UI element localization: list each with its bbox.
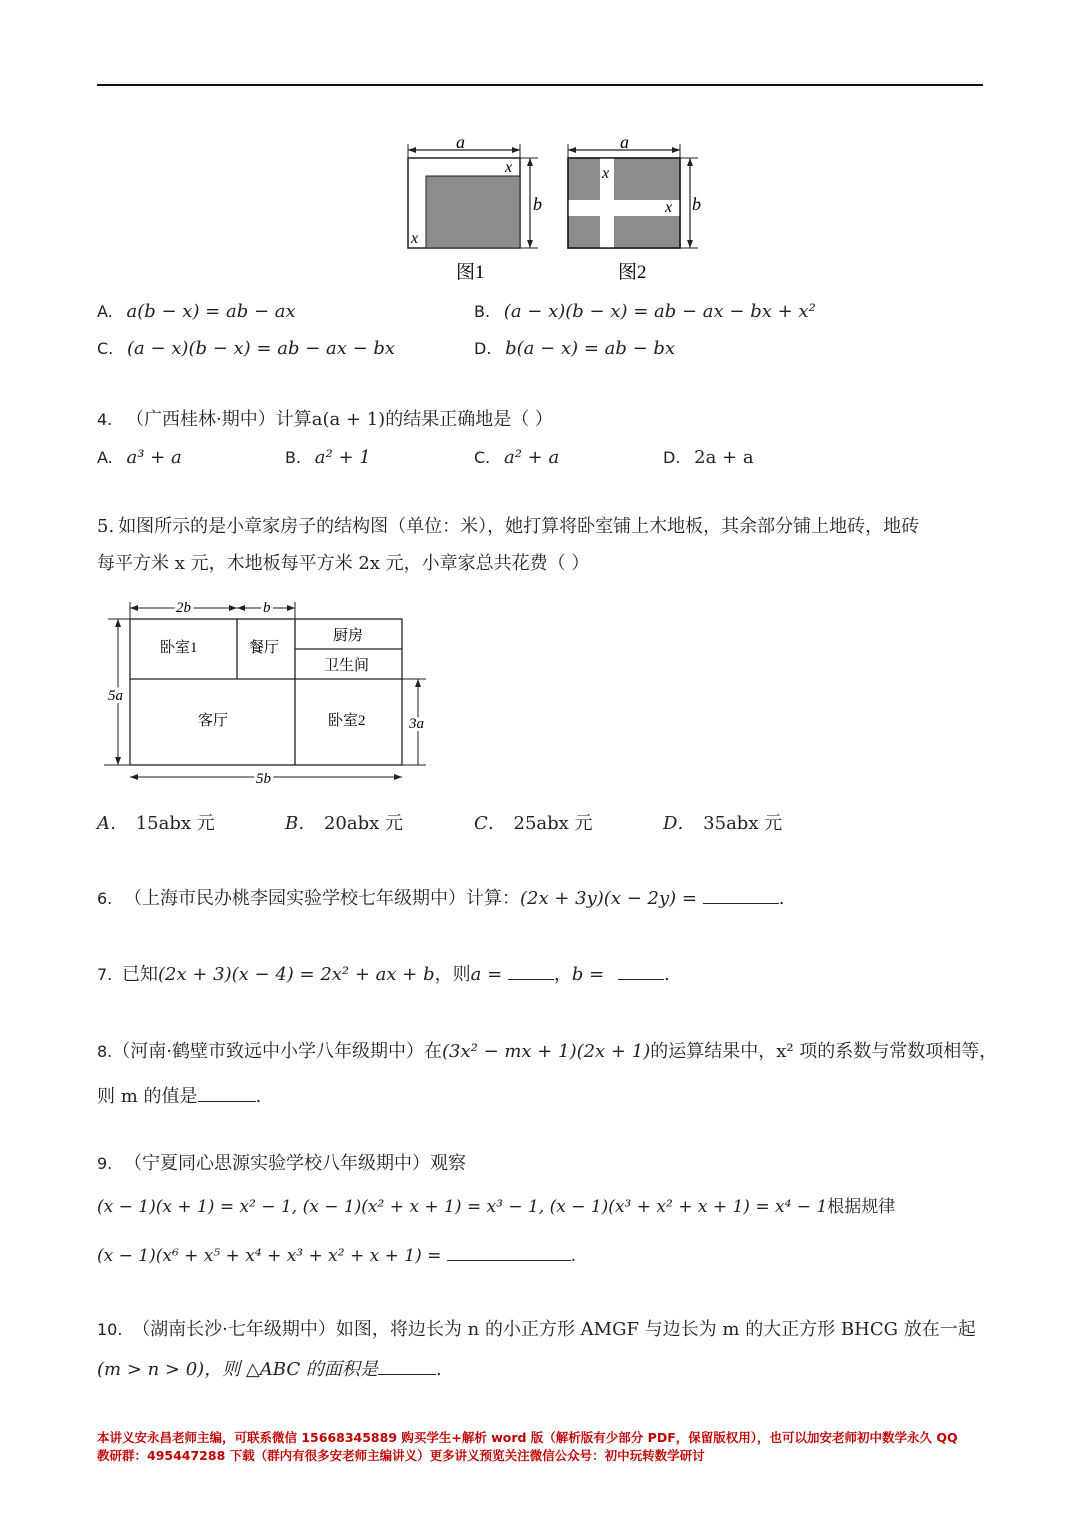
q5-option-a[interactable]: A． 15abx 元 xyxy=(97,813,215,834)
q9-pattern: (x − 1)(x + 1) = x² − 1, (x − 1)(x² + x + 1) = x³ − 1, (x − 1)(x³ + x² + x + 1) = x⁴ − 1根据规律 xyxy=(97,1197,896,1217)
q9-stem: 9. （宁夏同心思源实验学校八年级期中）观察 xyxy=(97,1153,466,1174)
header-rule xyxy=(97,84,983,86)
fig1-b-label: b xyxy=(533,194,542,214)
fig1-x-left: x xyxy=(411,230,419,247)
q3-figures xyxy=(400,130,710,290)
dim-5b: 5b xyxy=(256,771,271,787)
q5-stem-line2: 每平方米 x 元，木地板每平方米 2x 元，小章家总共花费（ ） xyxy=(97,553,590,574)
dim-3a: 3a xyxy=(409,716,424,732)
q6-answer-blank[interactable] xyxy=(703,885,779,904)
q4-stem: 4. （广西桂林·期中）计算a(a + 1)的结果正确地是（ ） xyxy=(97,409,553,430)
q7-a-blank[interactable] xyxy=(508,961,554,980)
q9-question: (x − 1)(x⁶ + x⁵ + x⁴ + x³ + x² + x + 1) = . xyxy=(97,1242,576,1268)
q8-answer-blank[interactable] xyxy=(198,1083,256,1102)
q3-option-c[interactable]: C. (a − x)(b − x) = ab − ax − bx xyxy=(97,338,396,359)
q4-option-c[interactable]: C. a² + a xyxy=(474,447,560,468)
q5-stem-line1: 5. 如图所示的是小章家房子的结构图（单位：米），她打算将卧室铺上木地板，其余部分铺上地砖，地砖 xyxy=(97,516,920,537)
fig2-b-label: b xyxy=(692,194,701,214)
room-living: 客厅 xyxy=(198,713,229,729)
q4-option-b[interactable]: B. a² + 1 xyxy=(285,447,371,468)
figure-2 xyxy=(568,132,701,283)
q5-option-d[interactable]: D． 35abx 元 xyxy=(663,813,783,834)
q7-stem: 7. 已知(2x + 3)(x − 4) = 2x² + ax + b，则a = ，b = . xyxy=(97,961,670,987)
q10-stem-line2: (m > n > 0)，则 △ABC 的面积是 . xyxy=(97,1356,442,1382)
q5-floor-plan xyxy=(100,596,435,791)
fig2-x-right: x xyxy=(665,199,673,216)
q3-option-d[interactable]: D. b(a − x) = ab − bx xyxy=(474,338,676,359)
q5-option-c[interactable]: C． 25abx 元 xyxy=(474,813,593,834)
fig1-caption: 图1 xyxy=(456,262,485,283)
figure-1 xyxy=(408,132,542,283)
q8-stem-line1: 8.（河南·鹤壁市致远中小学八年级期中）在(3x² − mx + 1)(2x + 1)的运算结果中，x² 项的系数与常数项相等， xyxy=(97,1041,998,1062)
room-kitchen: 厨房 xyxy=(333,628,364,644)
q3-option-b[interactable]: B. (a − x)(b − x) = ab − ax − bx + x² xyxy=(474,301,816,322)
dim-b: b xyxy=(263,600,271,616)
fig2-a-label: a xyxy=(620,132,629,152)
q10-stem-line1: 10. （湖南长沙·七年级期中）如图，将边长为 n 的小正方形 AMGF 与边长为 m 的大正方形 BHCG 放在一起 xyxy=(97,1319,976,1340)
room-bedroom1: 卧室1 xyxy=(160,640,198,656)
q3-option-a[interactable]: A. a(b − x) = ab − ax xyxy=(97,301,296,322)
q4-option-d[interactable]: D. 2a + a xyxy=(663,447,754,468)
room-bathroom: 卫生间 xyxy=(324,658,370,674)
q6-stem: 6. （上海市民办桃李园实验学校七年级期中）计算：(2x + 3y)(x − 2y) = . xyxy=(97,885,784,911)
q8-stem-line2: 则 m 的值是 . xyxy=(97,1083,261,1109)
dim-2b: 2b xyxy=(176,600,191,616)
room-dining: 餐厅 xyxy=(249,640,280,656)
q10-answer-blank[interactable] xyxy=(378,1356,436,1375)
footer-line2: 教研群：495447288 下载（群内有很多安老师主编讲义）更多讲义预览关注微信公众号：初中玩转数学研讨 xyxy=(97,1448,705,1463)
q4-option-a[interactable]: A. a³ + a xyxy=(97,447,182,468)
q7-b-blank[interactable] xyxy=(618,961,664,980)
room-bedroom2: 卧室2 xyxy=(328,713,366,729)
fig1-a-label: a xyxy=(456,132,465,152)
q5-option-b[interactable]: B． 20abx 元 xyxy=(285,813,403,834)
fig1-x-top: x xyxy=(505,159,513,176)
fig2-x-top: x xyxy=(602,165,610,182)
fig2-caption: 图2 xyxy=(618,262,647,283)
dim-5a: 5a xyxy=(108,688,123,704)
footer-line1: 本讲义安永昌老师主编，可联系微信 15668345889 购买学生+解析 word 版（解析版有少部分 PDF，保留版权用），也可以加安老师初中数学永久 QQ xyxy=(97,1430,958,1445)
q9-answer-blank[interactable] xyxy=(447,1242,571,1261)
